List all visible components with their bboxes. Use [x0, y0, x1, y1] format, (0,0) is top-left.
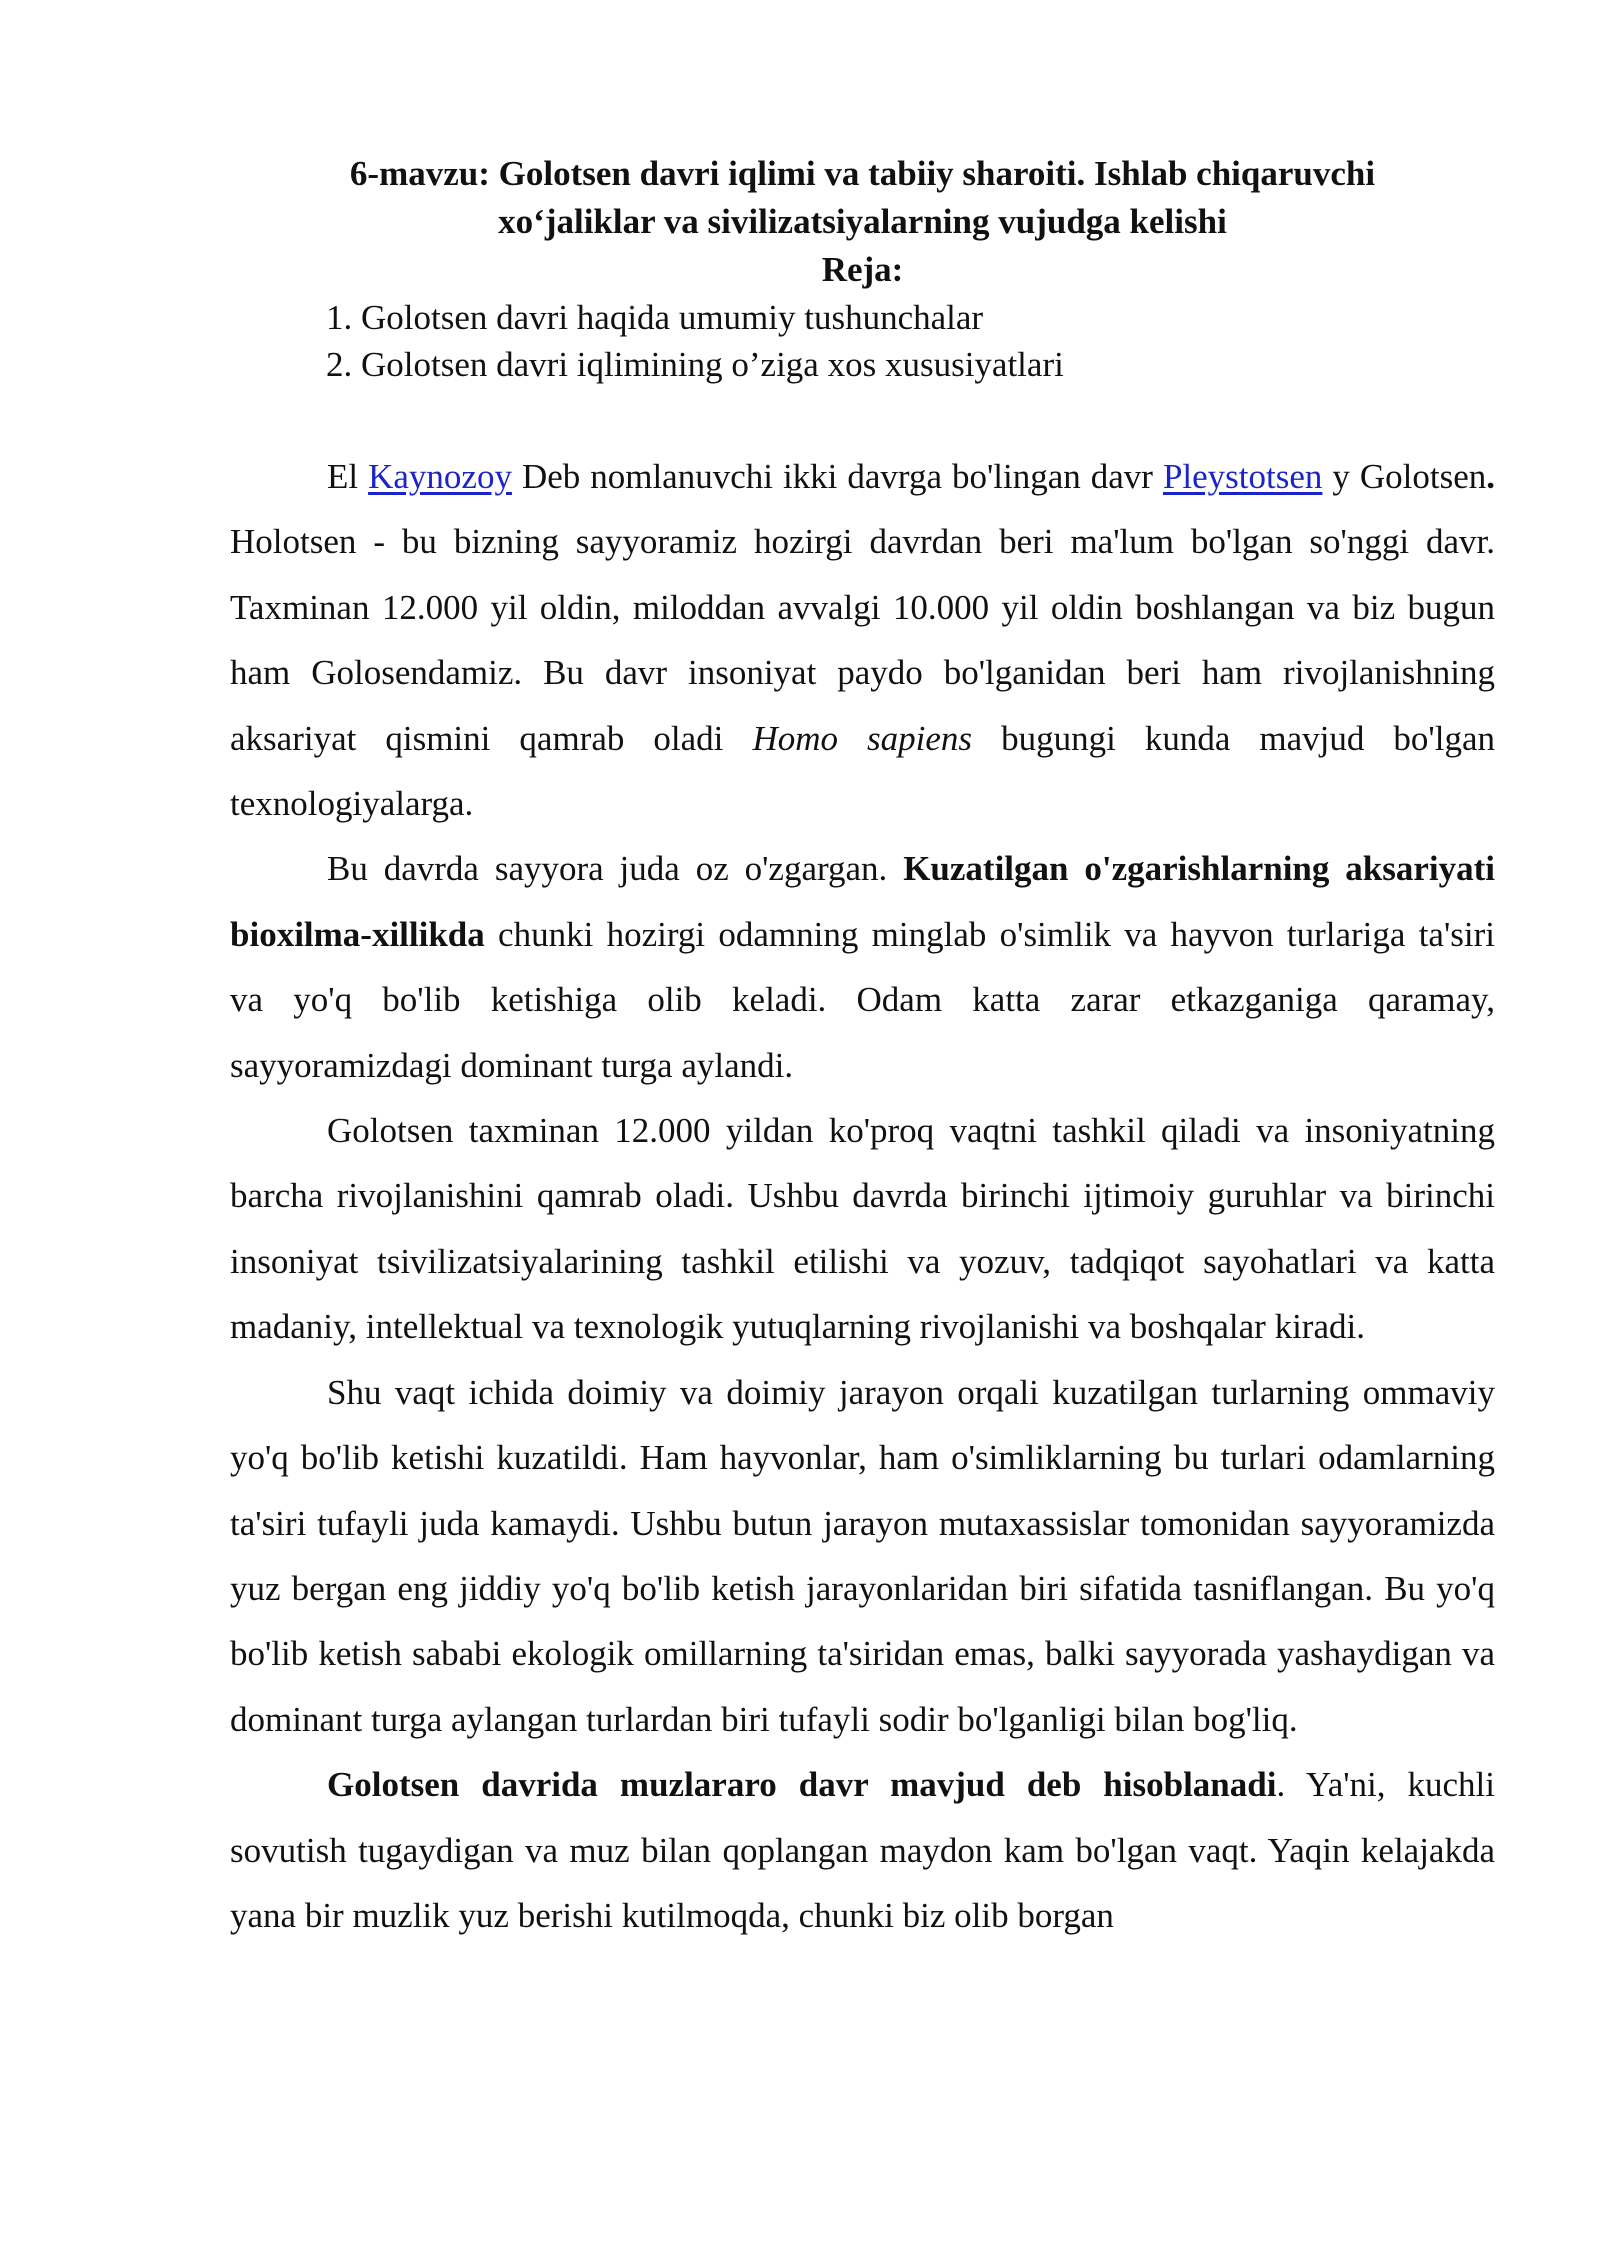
- bold-period: .: [1486, 457, 1495, 496]
- paragraph-text: Bu davrda sayyora juda oz o'zgargan.: [327, 849, 904, 889]
- plan-item: 1. Golotsen davri haqida umumiy tushunchalar: [326, 298, 984, 337]
- bold-phrase: Golotsen davrida muzlararo davr mavjud deb hisoblanadi: [327, 1765, 1277, 1805]
- title-line-2: xo‘jaliklar va sivilizatsiyalarning vujudga kelishi: [498, 202, 1227, 241]
- paragraph-text: . Ya'ni, kuchli sovutish tugaydigan va muz bilan qoplangan maydon kam bo'lgan vaqt. Yaqin kelajakda yana bir muzlik yuz berishi kutilmoqda, chunki biz olib borgan: [230, 1765, 1495, 1935]
- paragraph-text: bugungi kunda mavjud bo'lgan texnologiyalarga.: [230, 718, 1495, 824]
- bold-phrase: Kuzatilgan o'zgarishlarning aksariyati bioxilma-xillikda: [230, 849, 1495, 954]
- paragraph-5: [230, 1752, 1495, 1948]
- paragraph-text: y Golotsen: [1322, 457, 1487, 496]
- document-page: [230, 150, 1495, 1948]
- paragraph-text: chunki hozirgi odamning minglab o'simlik va hayvon turlariga ta'siri va yo'q bo'lib ketishiga olib keladi. Odam katta zarar etkazganiga qaramay, sayyoramizdagi dominant turga aylandi.: [230, 914, 1495, 1085]
- title-line-1: 6-mavzu: Golotsen davri iqlimi va tabiiy sharoiti. Ishlab chiqaruvchi: [349, 154, 1376, 193]
- paragraph-text: Deb nomlanuvchi ikki davrga bo'lingan davr: [511, 457, 1163, 496]
- plan-item: 2. Golotsen davri iqlimining o’ziga xos xususiyatlari: [326, 345, 1064, 384]
- paragraph-text: Holotsen - bu bizning sayyoramiz hozirgi davrdan beri ma'lum bo'lgan so'nggi davr. Taxminan 12.000 yil oldin, miloddan avvalgi 10.000 yil oldin boshlangan va biz bugun ham Golosendamiz. Bu davr insoniyat paydo bo'lganidan beri ham rivojlanishning aksariyat qismini qamrab oladi: [230, 522, 1495, 758]
- paragraph-1: [230, 444, 1495, 836]
- pleystotsen-link[interactable]: Pleystotsen: [1162, 457, 1323, 496]
- paragraph-text: El: [327, 457, 369, 496]
- kaynozoy-link[interactable]: Kaynozoy: [368, 457, 512, 496]
- paragraph-3: Golotsen taxminan 12.000 yildan ko'proq vaqtni tashkil qiladi va insoniyatning barcha rivojlanishini qamrab oladi. Ushbu davrda birinchi ijtimoiy guruhlar va birinchi insoniyat tsivilizatsiyalarining tashkil etilishi va yozuv, tadqiqot sayohatlari va katta madaniy, intellektual va texnologik yutuqlarning rivojlanishi va boshqalar kiradi.: [230, 1111, 1495, 1347]
- homo-sapiens-term: Homo sapiens: [752, 718, 973, 758]
- document-body: [230, 444, 1495, 1948]
- plan-heading: Reja:: [821, 250, 904, 289]
- document-title: [230, 150, 1495, 246]
- paragraph-4: Shu vaqt ichida doimiy va doimiy jarayon orqali kuzatilgan turlarning ommaviy yo'q bo'lib ketishi kuzatildi. Ham hayvonlar, ham o'simliklarning bu turlari odamlarning ta'siri tufayli juda kamaydi. Ushbu butun jarayon mutaxassislar tomonidan sayyoramizda yuz bergan eng jiddiy yo'q bo'lib ketish jarayonlaridan biri sifatida tasniflangan. Bu yo'q bo'lib ketish sababi ekologik omillarning ta'siridan emas, balki sayyorada yashaydigan va dominant turga aylangan turlardan biri tufayli sodir bo'lganligi bilan bog'liq.: [230, 1372, 1495, 1739]
- plan-list: [326, 294, 1495, 388]
- paragraph-2: [230, 836, 1495, 1098]
